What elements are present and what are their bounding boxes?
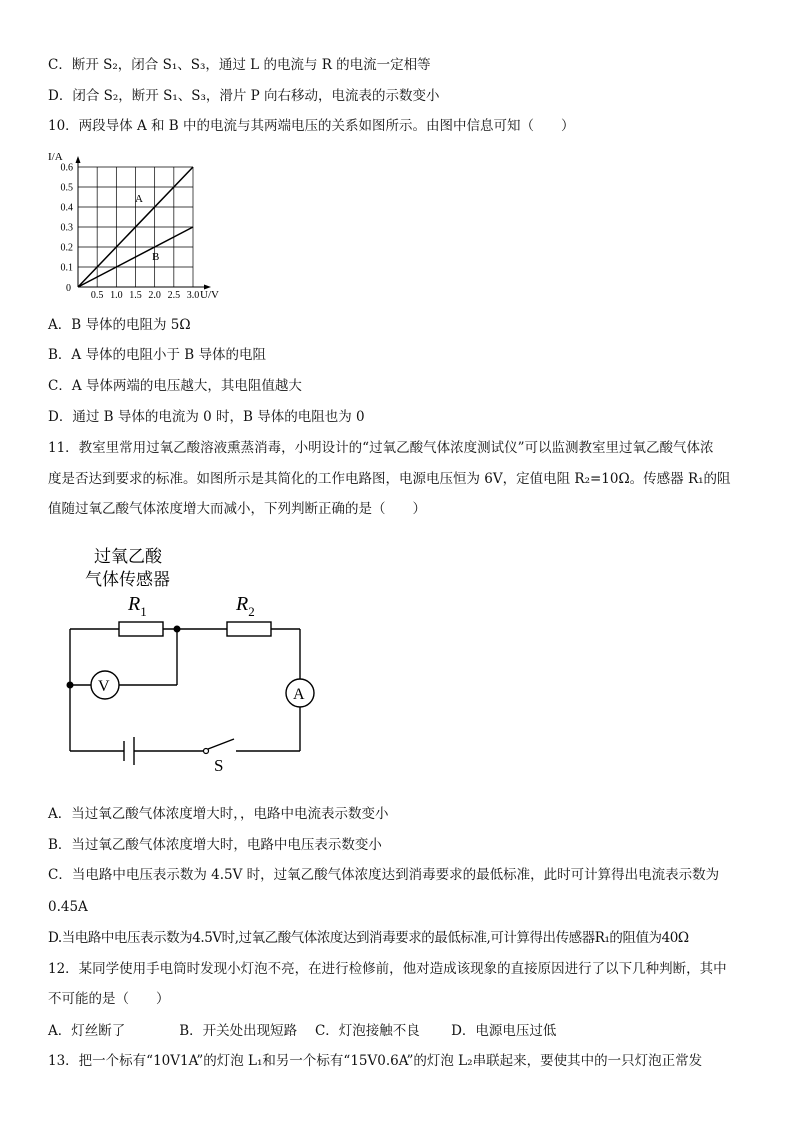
y-tick-label: 0.6: [60, 162, 73, 174]
q11-stem-line2: 度是否达到要求的标准。如图所示是其简化的工作电路图，电源电压恒为 6V，定值电阻 R₂=10Ω。传感器 R₁的阻: [48, 471, 731, 487]
q10-option-b: B．A 导体的电阻小于 B 导体的电阻: [48, 347, 266, 363]
switch: [204, 739, 235, 754]
r1-label: $R_1$: [128, 593, 147, 619]
q11-stem-line1: 11．教室里常用过氧乙酸溶液熏蒸消毒，小明设计的“过氧乙酸气体浓度测试仪”可以监测教室里过氧乙酸气体浓: [48, 440, 714, 456]
series-label-b: B: [152, 251, 160, 263]
sensor-title-line2: 气体传感器: [85, 570, 170, 590]
y-tick-label: 0.2: [60, 242, 73, 254]
x-tick-label: 1.0: [110, 290, 123, 301]
q10-stem: 10．两段导体 A 和 B 中的电流与其两端电压的关系如图所示。由图中信息可知（ ）: [48, 118, 575, 134]
q13-stem: 13．把一个标有“10V1A”的灯泡 L₁和另一个标有“15V0.6A”的灯泡 L₂串联起来，要使其中的一只灯泡正常发: [48, 1053, 703, 1069]
r2-label: $R_2$: [236, 593, 255, 619]
q11-stem-line3: 值随过氧乙酸气体浓度增大而减小，下列判断正确的是（ ）: [48, 501, 426, 517]
graph-xlabel: U/V: [200, 289, 219, 301]
circuit-diagram: [60, 540, 320, 780]
q10-option-a: A．B 导体的电阻为 5Ω: [48, 317, 191, 333]
junction-dot-left: [67, 682, 74, 689]
q12-stem-line1: 12．某同学使用手电筒时发现小灯泡不亮，在进行检修前，他对造成该现象的直接原因进行了以下几种判断，其中: [48, 961, 727, 977]
junction-dot-top: [174, 626, 181, 633]
q11-option-b: B．当过氧乙酸气体浓度增大时，电路中电压表示数变小: [48, 837, 382, 853]
q11-option-c-line1: C．当电路中电压表示数为 4.5V 时，过氧乙酸气体浓度达到消毒要求的最低标准，此时可计算得出电流表示数为: [48, 867, 720, 883]
series-label-a: A: [135, 193, 143, 205]
battery: [124, 737, 134, 765]
resistor-r2: [227, 622, 271, 636]
x-tick-label: 3.0: [186, 290, 200, 301]
x-tick-label: 0.5: [90, 290, 104, 301]
switch-label: S: [214, 756, 224, 775]
voltmeter-label: V: [98, 678, 110, 695]
q11-option-a: A．当过氧乙酸气体浓度增大时，，电路中电流表示数变小: [48, 806, 389, 822]
q10-option-d: D．通过 B 导体的电流为 0 时，B 导体的电阻也为 0: [48, 409, 365, 425]
q10-option-c: C．A 导体两端的电压越大，其电阻值越大: [48, 378, 302, 394]
q11-option-c-line2: 0.45A: [48, 899, 88, 915]
iu-graph: [42, 146, 242, 306]
y-tick-label: 0.3: [60, 222, 73, 234]
ammeter-label: A: [293, 686, 305, 703]
q12-stem-line2: 不可能的是（ ）: [48, 991, 170, 1007]
x-tick-label: 1.5: [129, 290, 142, 301]
graph-origin: 0: [66, 283, 71, 294]
y-tick-label: 0.4: [60, 202, 73, 214]
graph-ylabel: I/A: [48, 151, 63, 163]
x-tick-label: 2.0: [148, 290, 161, 301]
y-tick-label: 0.5: [60, 182, 73, 194]
q12-options: A．灯丝断了 B．开关处出现短路 C．灯泡接触不良 D．电源电压过低: [48, 1023, 557, 1039]
y-tick-label: 0.1: [60, 262, 73, 274]
q9-option-d: D．闭合 S₂，断开 S₁、S₃，滑片 P 向右移动，电流表的示数变小: [48, 88, 440, 104]
sensor-title-line1: 过氧乙酸: [94, 547, 162, 567]
q11-option-d: D.当电路中电压表示数为4.5V时,过氧乙酸气体浓度达到消毒要求的最低标准,可计算得出传感器R₁的阻值为40Ω: [48, 930, 689, 946]
resistor-r1: [119, 622, 163, 636]
x-tick-label: 2.5: [167, 290, 181, 301]
q9-option-c: C．断开 S₂，闭合 S₁、S₃，通过 L 的电流与 R 的电流一定相等: [48, 57, 431, 73]
